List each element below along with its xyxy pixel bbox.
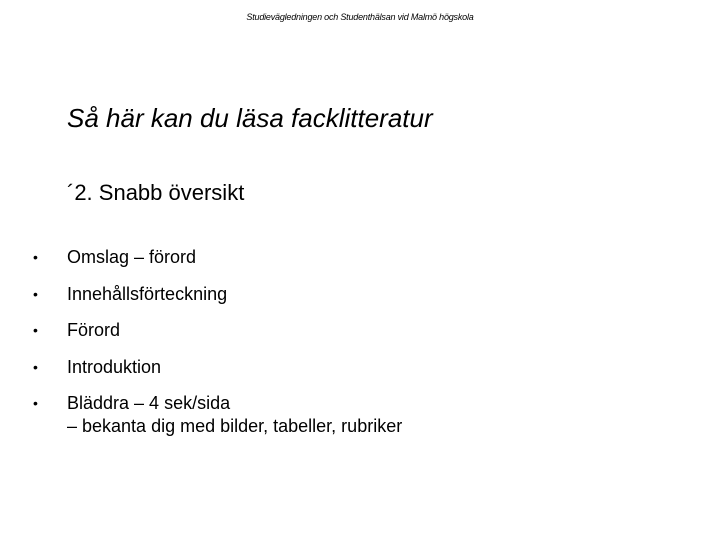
list-item [0, 356, 402, 379]
slide-subtitle: ´2. Snabb översikt [67, 180, 245, 205]
list-item-text: Bläddra – 4 sek/sida [67, 393, 231, 413]
page-header: Studievägledningen och Studenthälsan vid Malmö högskola [246, 12, 474, 22]
bullet-icon: • [33, 358, 38, 375]
bullet-icon: • [33, 322, 38, 338]
bullet-list [0, 246, 402, 452]
list-item-text: Introduktion [67, 356, 162, 377]
slide-title: Så här kan du läsa facklitteratur [67, 103, 433, 133]
list-item-text: Innehållsförteckning [67, 283, 228, 304]
list-item-text: Omslag – förord [67, 247, 197, 267]
list-item-text: Förord [67, 320, 121, 340]
list-item-subtext: – bekanta dig med bilder, tabeller, rubriker [67, 416, 403, 436]
list-item [0, 283, 402, 306]
bullet-icon: • [33, 249, 38, 265]
bullet-icon: • [33, 395, 38, 411]
bullet-icon: • [33, 285, 38, 302]
list-item [0, 319, 402, 342]
list-item [0, 246, 402, 269]
list-item [0, 392, 402, 438]
